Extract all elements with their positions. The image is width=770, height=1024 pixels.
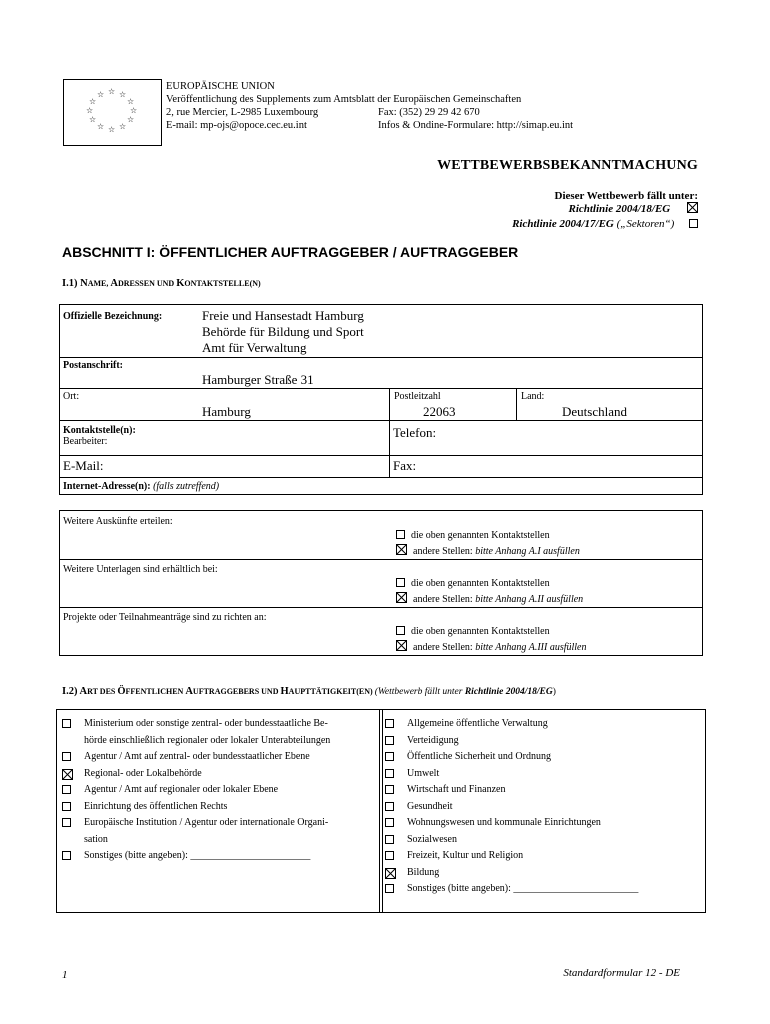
list-item[interactable] [385, 865, 638, 882]
auskunft-table [59, 510, 703, 656]
checkbox[interactable] [396, 626, 405, 635]
i1-t1: N [80, 278, 88, 289]
auftraggeber-type-list [62, 716, 330, 865]
form-name: Standardformular 12 - DE [563, 967, 680, 979]
list-item-label: Sonstiges (bitte angeben): _________________________ [407, 883, 639, 894]
i1-number: I.1) [62, 278, 81, 289]
list-item-label: sation [84, 833, 108, 845]
list-item-label: Europäische Institution / Agentur oder internationale Organi- [84, 817, 329, 828]
checkbox[interactable] [62, 818, 71, 827]
list-item-label: Allgemeine öffentliche Verwaltung [407, 718, 548, 729]
i1-t6: ONTAKTSTELLE(N) [184, 279, 261, 288]
postanschrift-label: Postanschrift: [63, 360, 123, 371]
eu-star-icon: ☆ [130, 106, 138, 115]
org-name: EUROPÄISCHE UNION [166, 81, 275, 92]
checkbox[interactable] [385, 868, 396, 879]
checkbox[interactable] [62, 719, 71, 728]
auskunft-label: Projekte oder Teilnahmeanträge sind zu richten an: [63, 612, 267, 623]
land-value[interactable]: Deutschland [562, 404, 627, 419]
list-item-label: Gesundheit [407, 800, 453, 812]
plz-label: Postleitzahl [394, 391, 441, 402]
option-label: die oben genannten Kontaktstellen [411, 578, 550, 589]
list-item-label: Verteidigung [407, 734, 459, 746]
i2-t8: AUPTTÄTIGKEIT(EN) [288, 687, 375, 696]
publisher-line: Veröffentlichung des Supplements zum Amtsblatt der Europäischen Gemeinschaften [166, 94, 522, 105]
ort-label: Ort: [63, 391, 80, 402]
auskunft-option-1[interactable] [396, 530, 550, 541]
checkbox[interactable] [385, 719, 394, 728]
list-item[interactable] [62, 815, 330, 832]
i1-t5: K [176, 278, 185, 289]
richtlinie-2-label: Richtlinie 2004/17/EG [512, 218, 614, 230]
publisher-infos: Infos & Ondine-Formulare: http://simap.eu.int [378, 120, 574, 131]
option-note: bitte Anhang A.II ausfüllen [475, 594, 584, 605]
eu-star-icon: ☆ [119, 122, 127, 132]
plz-value[interactable]: 22063 [423, 404, 456, 419]
auskunft-label: Weitere Unterlagen sind erhältlich bei: [63, 564, 218, 575]
list-item-label: Agentur / Amt auf zentral- oder bundesstaatlicher Ebene [84, 751, 310, 762]
auskunft-option-1[interactable] [396, 578, 550, 589]
list-item-label: Agentur / Amt auf regionaler oder lokaler Ebene [84, 784, 279, 795]
option-note: bitte Anhang A.III ausfüllen [475, 642, 587, 653]
checkbox[interactable] [396, 578, 405, 587]
checkbox[interactable] [385, 884, 394, 893]
list-item-label: Wirtschaft und Finanzen [407, 784, 506, 795]
kontaktstelle-label: Kontaktstelle(n): [63, 425, 136, 436]
eu-star-icon: ☆ [127, 96, 135, 106]
list-item-label: Sonstiges (bitte angeben): ________________________ [84, 850, 311, 861]
list-item[interactable] [385, 782, 638, 799]
checkbox[interactable] [62, 769, 73, 780]
auskunft-option-2[interactable] [396, 640, 587, 653]
option-note: bitte Anhang A.I ausfüllen [475, 546, 580, 557]
list-item[interactable] [385, 815, 638, 832]
checkbox[interactable] [62, 802, 71, 811]
list-item[interactable] [385, 733, 638, 750]
publisher-email: E-mail: mp-ojs@opoce.cec.eu.int [166, 120, 307, 131]
richtlinie-2-note: („Sektoren“) [613, 218, 675, 230]
auskunft-option-2[interactable] [396, 544, 580, 557]
list-item[interactable] [385, 848, 638, 865]
postanschrift-value[interactable]: Hamburger Straße 31 [202, 372, 314, 387]
eu-star-icon: ☆ [119, 89, 127, 99]
i2-number: I.2) [62, 686, 80, 697]
richtlinie-1-row [568, 202, 698, 216]
email-label: E-Mail: [63, 458, 104, 473]
auskunft-option-1[interactable] [396, 626, 550, 637]
i2-note: (Wettbewerb fällt unter [374, 687, 465, 697]
eu-star-icon: ☆ [88, 96, 97, 106]
checkbox[interactable] [396, 592, 407, 603]
eu-star-icon: ☆ [108, 124, 116, 134]
option-label: die oben genannten Kontaktstellen [411, 626, 550, 637]
richtlinie-2-checkbox[interactable] [689, 219, 698, 228]
richtlinie-1-checkbox[interactable] [687, 202, 698, 213]
list-item-label: Ministerium oder sonstige zentral- oder bundesstaatliche Be- [84, 718, 328, 729]
publisher-header [166, 80, 574, 132]
list-item[interactable] [385, 799, 638, 816]
list-item-label: Öffentliche Sicherheit und Ordnung [407, 751, 551, 762]
auskunft-option-2[interactable] [396, 592, 583, 605]
fax-label: Fax: [393, 458, 417, 473]
bezeichnung-line-1: Freie und Hansestadt Hamburg [202, 308, 364, 323]
contact-table [59, 304, 703, 495]
eu-star-icon: ☆ [108, 87, 116, 97]
checkbox[interactable] [385, 769, 394, 778]
checkbox[interactable] [385, 802, 394, 811]
list-item-label: Regional- oder Lokalbehörde [84, 767, 202, 779]
option-label: andere Stellen: [413, 594, 476, 605]
checkbox[interactable] [385, 818, 394, 827]
checkbox[interactable] [385, 851, 394, 860]
list-item[interactable] [62, 766, 330, 783]
ort-value[interactable]: Hamburg [202, 404, 251, 419]
eu-star-icon: ☆ [127, 115, 135, 125]
checkbox[interactable] [396, 530, 405, 539]
i2-t1: A [79, 686, 88, 697]
page-number: 1 [62, 969, 68, 981]
i2-t4: FFENTLICHEN [125, 687, 186, 696]
eu-star-icon: ☆ [86, 106, 94, 115]
list-item-label: Einrichtung des öffentlichen Rechts [84, 800, 228, 812]
checkbox[interactable] [62, 851, 71, 860]
checkbox[interactable] [385, 736, 394, 745]
internet-row [63, 481, 219, 492]
document-title: WETTBEWERBSBEKANNTMACHUNG [437, 158, 698, 173]
section-i1-title [62, 278, 261, 289]
section-1-title: ABSCHNITT I: ÖFFENTLICHER AUFTRAGGEBER / AUFTRAGGEBER [62, 244, 519, 260]
bezeichnung-line-3: Amt für Verwaltung [202, 340, 307, 355]
eu-emblem [63, 79, 162, 146]
land-label: Land: [521, 391, 545, 402]
list-item[interactable] [385, 716, 638, 733]
bezeichnung-line-2: Behörde für Bildung und Sport [202, 324, 364, 339]
eu-star-icon: ☆ [88, 115, 97, 125]
i2-t2: RT DES [87, 687, 118, 696]
list-item[interactable] [62, 782, 330, 799]
telefon-label: Telefon: [393, 425, 437, 440]
i2-t6: UFTRAGGEBERS UND [192, 687, 281, 696]
i2-t7: H [280, 686, 289, 697]
i2-note-end: ) [552, 687, 556, 697]
list-item [62, 832, 330, 849]
richtlinie-1-label: Richtlinie 2004/18/EG [568, 203, 671, 215]
publisher-address: 2, rue Mercier, L-2985 Luxembourg [166, 107, 319, 118]
internet-note: (falls zutreffend) [153, 481, 220, 492]
list-item [62, 733, 330, 750]
checkbox[interactable] [385, 752, 394, 761]
i2-t3: Ö [117, 686, 126, 697]
section-i2-title [62, 686, 556, 697]
checkbox[interactable] [385, 785, 394, 794]
checkbox[interactable] [396, 640, 407, 651]
i1-t4: DRESSEN UND [117, 279, 177, 288]
list-item-label: hörde einschließlich regionaler oder lokaler Unterabteilungen [84, 734, 331, 746]
bezeichnung-label: Offizielle Bezeichnung: [63, 311, 163, 322]
list-item[interactable] [385, 749, 638, 766]
list-item-label: Sozialwesen [407, 833, 457, 845]
list-item[interactable] [62, 799, 330, 816]
list-item-label: Freizeit, Kultur und Religion [407, 850, 524, 861]
eu-star-icon: ☆ [97, 89, 105, 99]
checkbox[interactable] [62, 752, 71, 761]
checkbox[interactable] [385, 835, 394, 844]
haupttaetigkeit-list [385, 716, 638, 898]
internet-label: Internet-Adresse(n): [63, 481, 151, 492]
i2-t5: A [185, 686, 193, 697]
list-item[interactable] [62, 749, 330, 766]
option-label: die oben genannten Kontaktstellen [411, 530, 550, 541]
option-label: andere Stellen: [413, 642, 476, 653]
i1-t3: A [110, 278, 118, 289]
list-item-label: Umwelt [407, 767, 440, 779]
i1-t2: AME, [87, 279, 111, 288]
option-label: andere Stellen: [413, 546, 476, 557]
richtlinie-2-row [512, 217, 698, 231]
checkbox[interactable] [396, 544, 407, 555]
eu-star-icon: ☆ [97, 122, 105, 132]
list-item-label: Wohnungswesen und kommunale Einrichtungen [407, 817, 601, 828]
list-item[interactable] [385, 766, 638, 783]
bearbeiter-label: Bearbeiter: [63, 436, 108, 447]
list-item[interactable] [385, 832, 638, 849]
list-item[interactable] [385, 881, 638, 898]
auskunft-label: Weitere Auskünfte erteilen: [63, 516, 173, 527]
list-item[interactable] [62, 716, 330, 733]
i2-table [56, 709, 706, 913]
richtlinie-intro: Dieser Wettbewerb fällt unter: [554, 190, 698, 202]
list-item[interactable] [62, 848, 330, 865]
i2-note-bold: Richtlinie 2004/18/EG [464, 687, 553, 697]
publisher-fax: Fax: (352) 29 29 42 670 [378, 107, 480, 118]
list-item-label: Bildung [407, 866, 440, 878]
checkbox[interactable] [62, 785, 71, 794]
